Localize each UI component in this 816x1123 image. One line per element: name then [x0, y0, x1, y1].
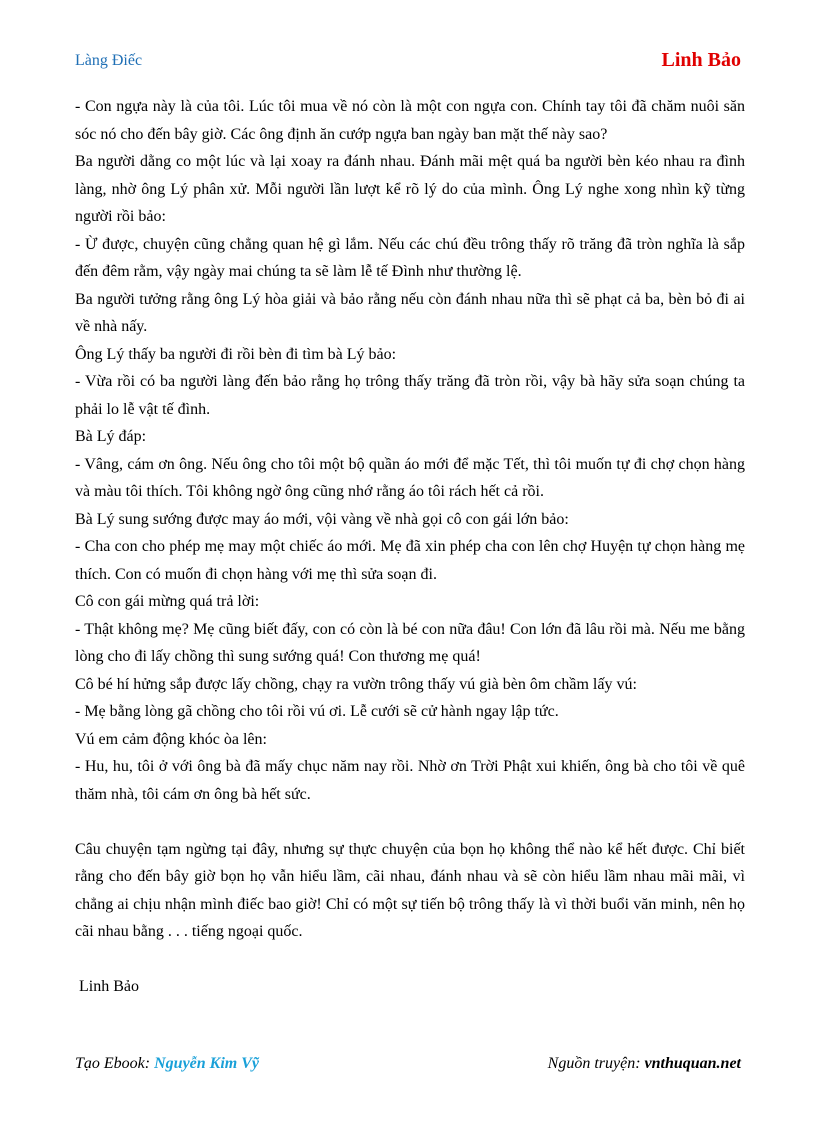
paragraph: Cô con gái mừng quá trả lời: — [75, 593, 260, 610]
footer-ebook-credit — [75, 1055, 259, 1073]
paragraph: Cô bé hí hửng sắp được lấy chồng, chạy ra vườn trông thấy vú già bèn ôm chầm lấy vú: — [75, 675, 637, 693]
footer-source-credit — [548, 1055, 741, 1073]
footer-source-label: Nguồn truyện — [547, 1055, 636, 1072]
paragraph: Bà Lý đáp: — [75, 428, 147, 445]
story-body — [75, 93, 745, 1001]
signature: Linh Bảo — [79, 978, 139, 995]
footer-separator: : — [635, 1055, 645, 1072]
footer-ebook-label: Tạo Ebook — [75, 1055, 145, 1072]
footer-ebook-creator: Nguyễn Kim Vỹ — [154, 1055, 259, 1072]
dialogue-paragraphs — [75, 93, 745, 808]
paragraph-spacer — [75, 808, 745, 836]
header-story-title: Làng Điếc — [75, 52, 143, 69]
paragraph: - Mẹ bằng lòng gã chồng cho tôi rồi vú ơi. Lễ cưới sẽ cử hành ngay lập tức. — [75, 703, 559, 720]
closing-paragraph: Câu chuyện tạm ngừng tại đây, nhưng sự thực chuyện của bọn họ không thể nào kể hết được. Chỉ biết rằng cho đến bây giờ bọn họ vẫn hiểu lầm, cãi nhau, đánh nhau và sẽ còn hiểu lầm nhau mãi mãi, vì chẳng ai chịu nhận mình điếc bao giờ! Chỉ có một sự tiến bộ trông thấy là vì thời buổi văn minh, nên họ cãi nhau bằng . . . tiếng ngoại quốc. — [75, 840, 745, 940]
paragraph-spacer — [75, 946, 745, 974]
paragraph: - Vừa rồi có ba người làng đến bảo rằng họ trông thấy trăng đã tròn rồi, vậy bà hãy sửa soạn chúng ta phải lo lễ vật tế đình. — [75, 373, 745, 418]
header-author: Linh Bảo — [661, 49, 741, 71]
paragraph: Vú em cảm động khóc òa lên: — [75, 730, 267, 748]
paragraph: - Thật không mẹ? Mẹ cũng biết đấy, con có còn là bé con nữa đâu! Con lớn đã lâu rồi mà. Nếu me bằng lòng cho đi lấy chồng thì sung sướng quá! Con thương mẹ quá! — [75, 620, 745, 665]
footer-source-site: vnthuquan.net — [644, 1055, 741, 1072]
paragraph: - Vâng, cám ơn ông. Nếu ông cho tôi một bộ quần áo mới để mặc Tết, thì tôi muốn tự đi chợ chọn hàng và màu tôi thích. Tôi không ngờ ông cũng nhớ rằng áo tôi rách hết cả rồi. — [75, 455, 745, 500]
paragraph: - Hu, hu, tôi ở với ông bà đã mấy chục năm nay rồi. Nhờ ơn Trời Phật xui khiến, ông bà cho tôi về quê thăm nhà, tôi cám ơn ông bà hết sức. — [75, 758, 745, 803]
paragraph: - Con ngựa này là của tôi. Lúc tôi mua về nó còn là một con ngựa con. Chính tay tôi đã chăm nuôi săn sóc nó cho đến bây giờ. Các ông định ăn cướp ngựa ban ngày ban mặt thế này sao? — [75, 98, 745, 143]
paragraph: Ba người dằng co một lúc và lại xoay ra đánh nhau. Đánh mãi mệt quá ba người bèn kéo nhau ra đình làng, nhờ ông Lý phân xử. Mỗi người lần lượt kể rõ lý do của mình. Ông Lý nghe xong nhìn kỹ từng người rồi bảo: — [75, 153, 745, 225]
footer-separator: : — [144, 1055, 155, 1072]
paragraph: - Ừ được, chuyện cũng chẳng quan hệ gì lắm. Nếu các chú đều trông thấy rõ trăng đã tròn nghĩa là sắp đến đêm rằm, vậy ngày mai chúng ta sẽ làm lễ tế Đình như thường lệ. — [75, 235, 745, 280]
paragraph: Ba người tưởng rằng ông Lý hòa giải và bảo rằng nếu còn đánh nhau nữa thì sẽ phạt cả ba, bèn bỏ đi ai về nhà nấy. — [75, 290, 745, 335]
paragraph: - Cha con cho phép mẹ may một chiếc áo mới. Mẹ đã xin phép cha con lên chợ Huyện tự chọn hàng mẹ thích. Con có muốn đi chọn hàng với mẹ thì sửa soạn đi. — [75, 538, 745, 583]
paragraph: Bà Lý sung sướng được may áo mới, vội vàng về nhà gọi cô con gái lớn bảo: — [75, 510, 569, 528]
paragraph: Ông Lý thấy ba người đi rồi bèn đi tìm bà Lý bảo: — [75, 345, 397, 363]
